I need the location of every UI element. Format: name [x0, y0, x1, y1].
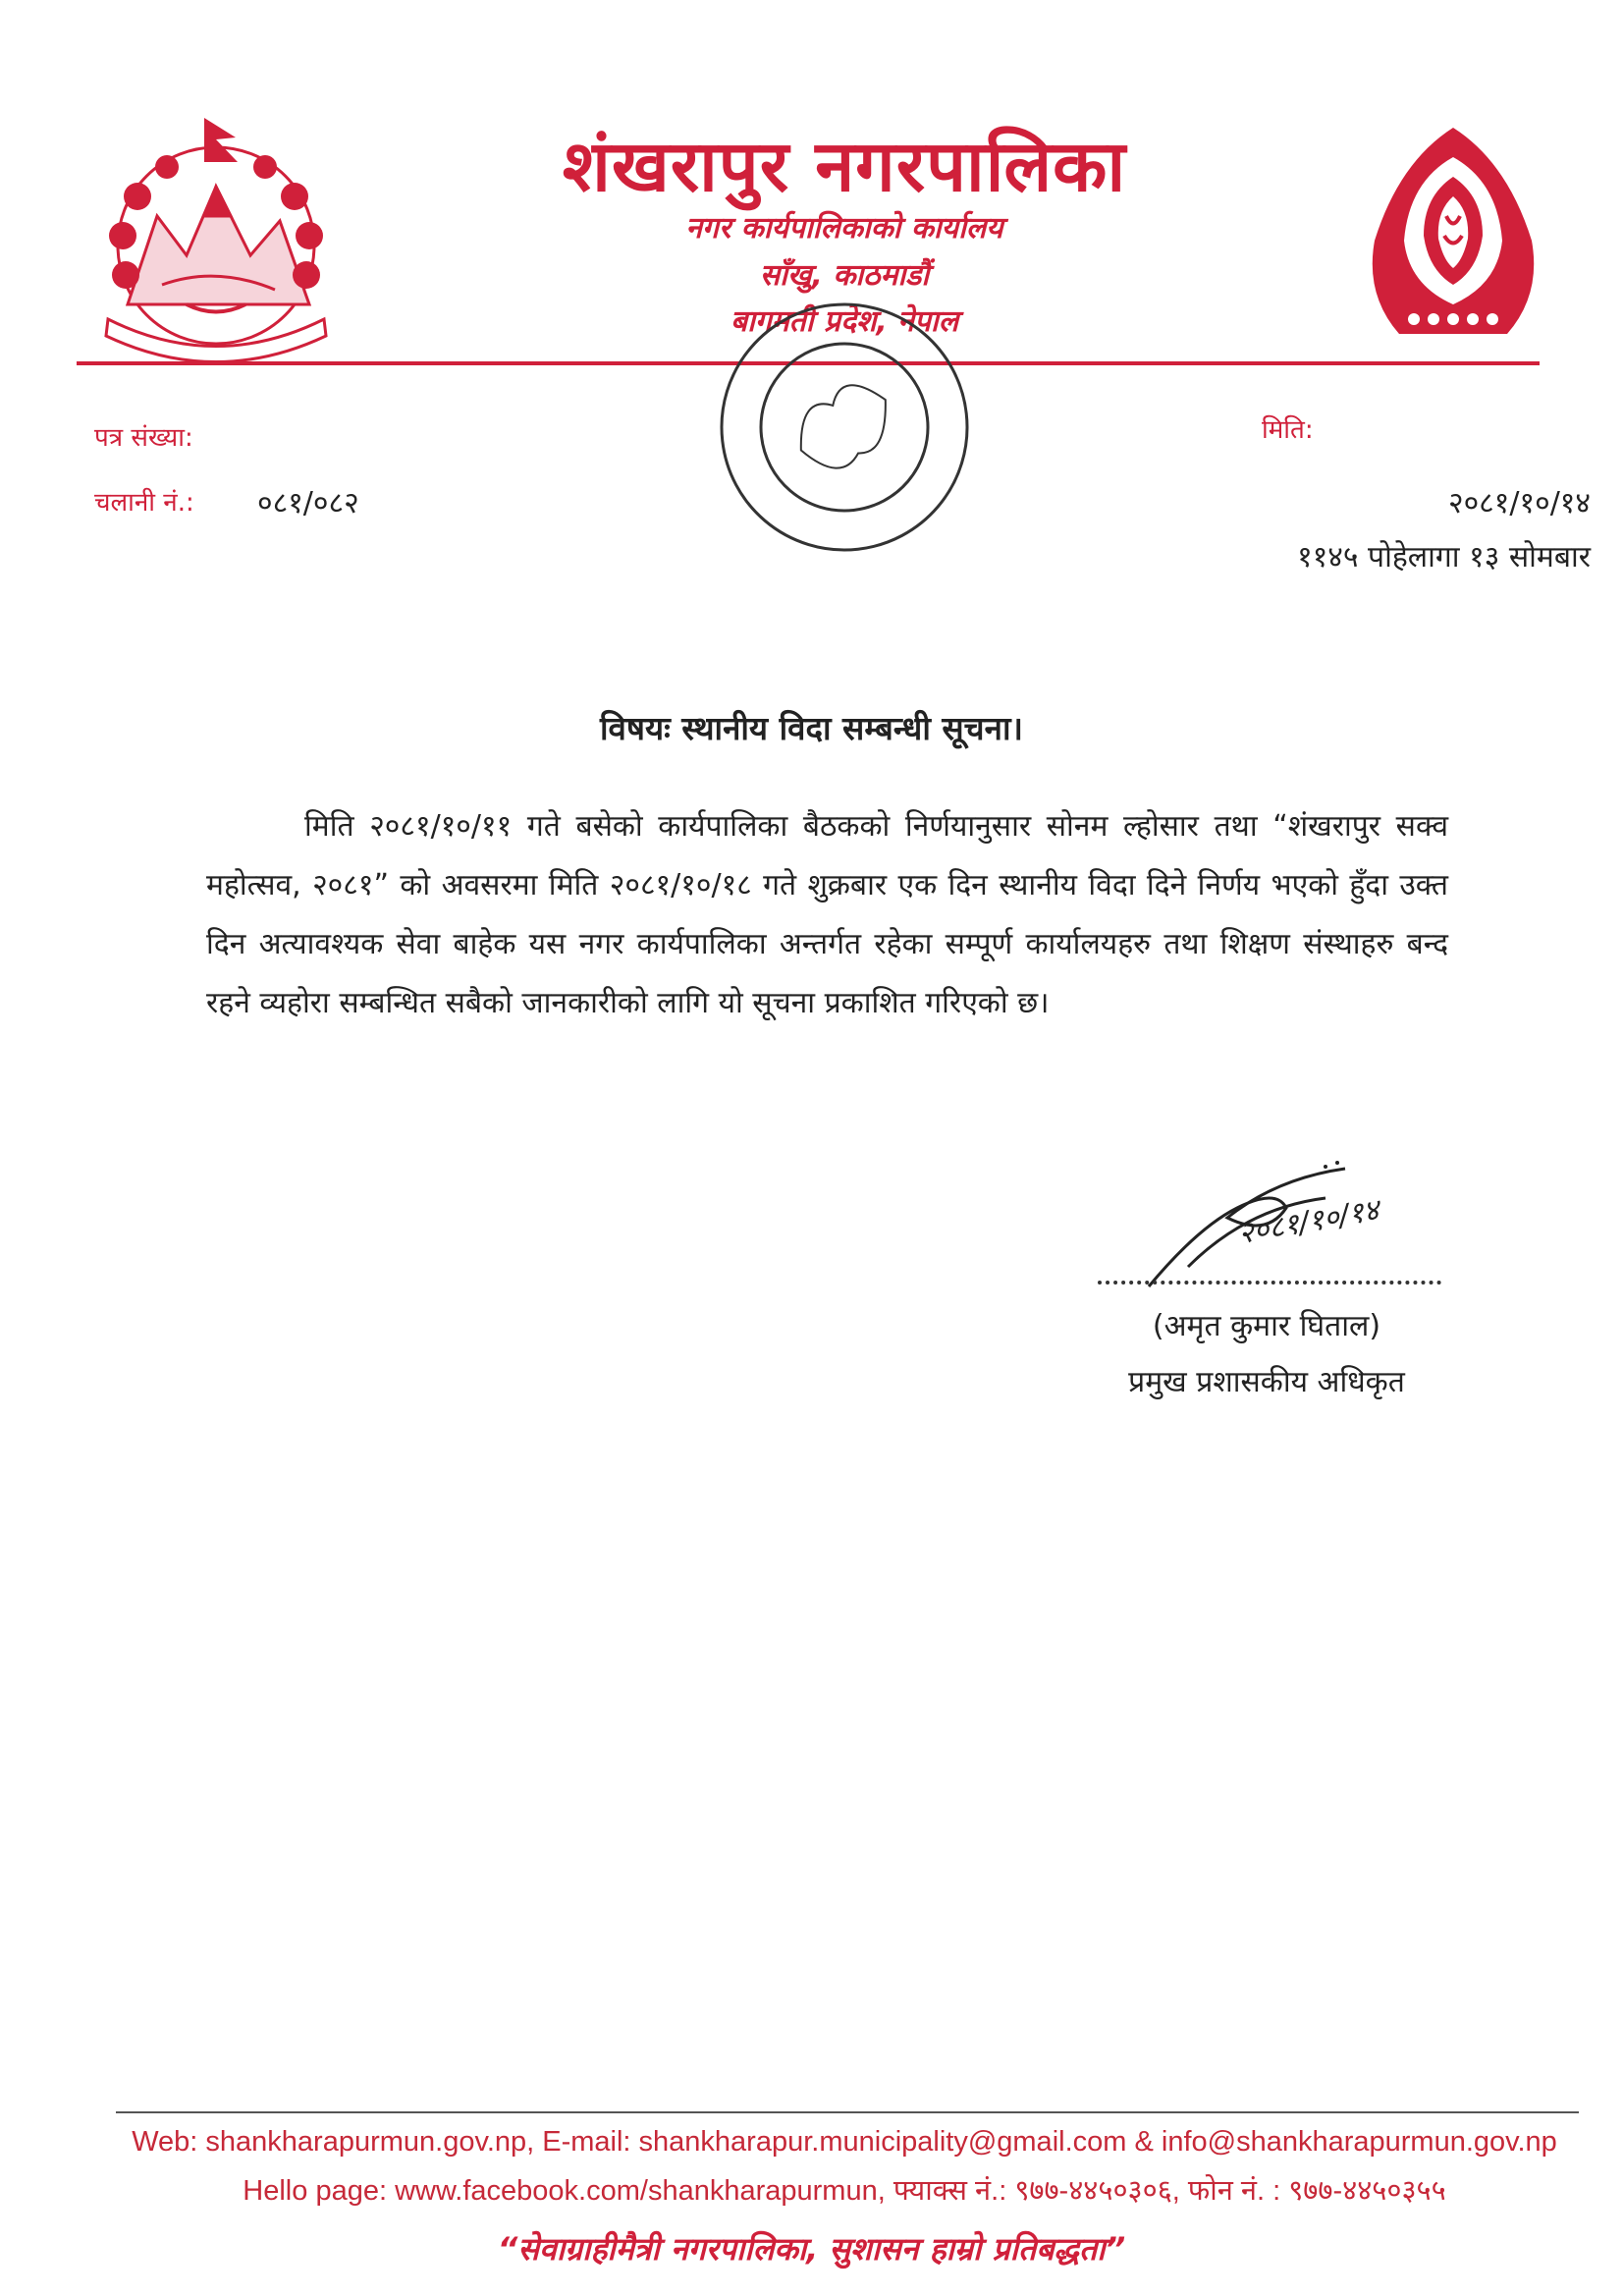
nepal-emblem-icon — [69, 108, 363, 363]
office-subtitle: नगर कार्यपालिकाको कार्यालय — [685, 211, 1003, 246]
conch-shell-emblem-icon — [1360, 123, 1546, 344]
footer-contact-line: Web: shankharapurmun.gov.np, E-mail: shankharapur.municipality@gmail.com & info@shankharapurmun.gov.np — [132, 2126, 1557, 2158]
notice-body: मिति २०८१/१०/११ गते बसेको कार्यपालिका बैठकको निर्णयानुसार सोनम ल्होसार तथा “शंखरापुर सक्व महोत्सव, २०८१” को अवसरमा मिति २०८१/१०/१८ गते शुक्रबार एक दिन स्थानीय विदा दिने निर्णय भएको हुँदा उक्त दिन अत्यावश्यक सेवा बाहेक यस नगर कार्यपालिका अन्तर्गत रहेका सम्पूर्ण कार्यालयहरु तथा शिक्षण संस्थाहरु बन्द रहने व्यहोरा सम्बन्धित सबैको जानकारीको लागि यो सूचना प्रकाशित गरिएको छ। — [206, 809, 1448, 1020]
signature-line — [1098, 1281, 1441, 1285]
date-label: मिति: — [1262, 415, 1314, 445]
footer-divider — [116, 2111, 1579, 2113]
signatory-name: (अमृत कुमार घिताल) — [1152, 1309, 1381, 1343]
date-lunar: ११४५ पोहेलागा १३ सोमबार — [1297, 540, 1591, 574]
signature-handwritten-date: २०८१/१०/१४ — [1235, 1192, 1382, 1252]
signatory-title: प्रमुख प्रशासकीय अधिकृत — [1128, 1365, 1405, 1399]
office-stamp-icon — [687, 285, 1001, 570]
address-line-2: बागमती प्रदेश, नेपाल — [730, 304, 959, 339]
footer-social-line: Hello page: www.facebook.com/shankharapurmun, फ्याक्स नं.: ९७७-४४५०३०६, फोन नं. : ९७७-४४५०३५५ — [243, 2175, 1446, 2207]
dispatch-number-value: ०८१/०८२ — [257, 486, 359, 520]
address-line-1: साँखु, काठमाडौं — [759, 258, 930, 293]
date-value: २०८१/१०/१४ — [1447, 486, 1591, 520]
municipality-title: शंखरापुर नगरपालिका — [562, 125, 1127, 207]
dispatch-number-label: चलानी नं.: — [94, 488, 194, 518]
footer-slogan: “सेवाग्राहीमैत्री नगरपालिका, सुशासन हाम्रो प्रतिबद्धता” — [497, 2230, 1126, 2268]
subject-line: विषयः स्थानीय विदा सम्बन्धी सूचना। — [600, 709, 1023, 747]
letter-number-label: पत्र संख्या: — [94, 423, 193, 453]
